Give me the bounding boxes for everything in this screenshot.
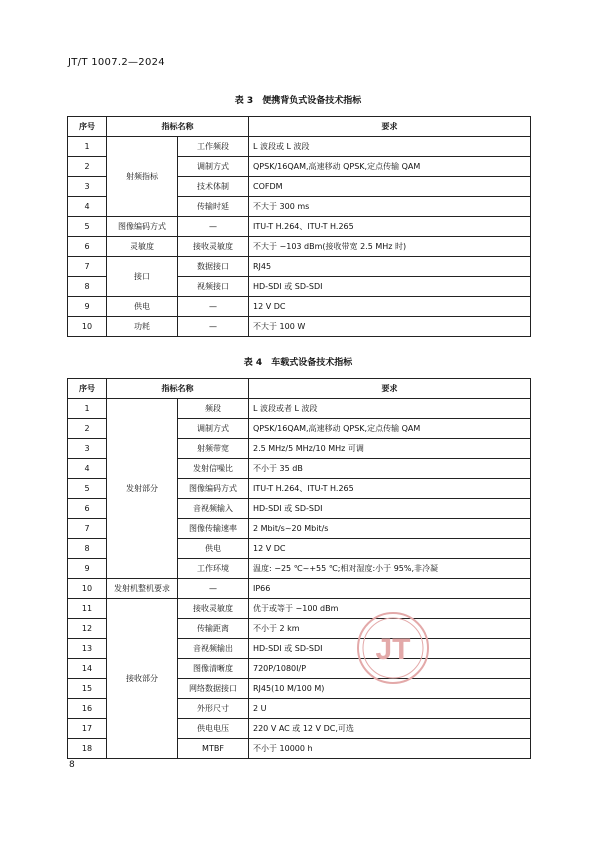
header-cell-index: 序号 [68,117,107,137]
page-number: 8 [69,760,75,770]
indicator-name-cell: 传输时延 [178,197,249,217]
indicator-name-cell: 调制方式 [178,157,249,177]
row-index-cell: 18 [68,739,107,759]
requirement-cell: 不小于 10000 h [249,739,531,759]
indicator-group-cell: 射频指标 [107,137,178,217]
requirement-cell: 不小于 35 dB [249,459,531,479]
row-index-cell: 6 [68,237,107,257]
indicator-name-cell: 供电电压 [178,719,249,739]
header-cell-indicator: 指标名称 [107,379,249,399]
header-cell-index: 序号 [68,379,107,399]
row-index-cell: 5 [68,217,107,237]
indicator-name-cell: MTBF [178,739,249,759]
requirement-cell: HD-SDI 或 SD-SDI [249,639,531,659]
requirement-cell: ITU-T H.264、ITU-T H.265 [249,217,531,237]
indicator-name-cell: 数据接口 [178,257,249,277]
table-3 [67,116,531,337]
table-row [68,237,531,257]
row-index-cell: 8 [68,539,107,559]
table-4-caption: 表 4 车载式设备技术指标 [243,358,353,368]
indicator-group-cell: 发射部分 [107,399,178,579]
table-row [68,317,531,337]
indicator-name-cell: 音视频输出 [178,639,249,659]
indicator-group-cell: 供电 [107,297,178,317]
document-standard-number: JT/T 1007.2—2024 [68,57,165,68]
indicator-name-cell: — [178,297,249,317]
row-index-cell: 10 [68,579,107,599]
header-cell-requirement: 要求 [249,117,531,137]
indicator-name-cell: 技术体制 [178,177,249,197]
table-header-row [68,379,531,399]
requirement-cell: 2 Mbit/s~20 Mbit/s [249,519,531,539]
requirement-cell: 12 V DC [249,297,531,317]
indicator-name-cell: 外形尺寸 [178,699,249,719]
table-row [68,599,531,619]
indicator-group-cell: 发射机整机要求 [107,579,178,599]
row-index-cell: 10 [68,317,107,337]
row-index-cell: 3 [68,439,107,459]
requirement-cell: 2.5 MHz/5 MHz/10 MHz 可调 [249,439,531,459]
table-3-caption: 表 3 便携背负式设备技术指标 [234,96,362,106]
row-index-cell: 9 [68,297,107,317]
indicator-name-cell: — [178,317,249,337]
indicator-group-cell: 接口 [107,257,178,297]
requirement-cell: IP66 [249,579,531,599]
indicator-name-cell: 接收灵敏度 [178,237,249,257]
indicator-name-cell: 图像清晰度 [178,659,249,679]
table-row [68,399,531,419]
indicator-group-cell: 功耗 [107,317,178,337]
row-index-cell: 2 [68,419,107,439]
requirement-cell: 不大于 300 ms [249,197,531,217]
row-index-cell: 4 [68,459,107,479]
row-index-cell: 3 [68,177,107,197]
indicator-name-cell: 传输距离 [178,619,249,639]
row-index-cell: 11 [68,599,107,619]
table-row [68,579,531,599]
table-header-row [68,117,531,137]
requirement-cell: COFDM [249,177,531,197]
row-index-cell: 14 [68,659,107,679]
requirement-cell: ITU-T H.264、ITU-T H.265 [249,479,531,499]
indicator-name-cell: 频段 [178,399,249,419]
requirement-cell: 12 V DC [249,539,531,559]
header-cell-requirement: 要求 [249,379,531,399]
row-index-cell: 6 [68,499,107,519]
indicator-name-cell: 图像编码方式 [178,479,249,499]
header-cell-indicator: 指标名称 [107,117,249,137]
requirement-cell: QPSK/16QAM,高速移动 QPSK,定点传输 QAM [249,157,531,177]
requirement-cell: 优于或等于 −100 dBm [249,599,531,619]
table-row [68,257,531,277]
requirement-cell: L 波段或 L 波段 [249,137,531,157]
requirement-cell: 220 V AC 或 12 V DC,可选 [249,719,531,739]
requirement-cell: HD-SDI 或 SD-SDI [249,277,531,297]
requirement-cell: 720P/1080I/P [249,659,531,679]
row-index-cell: 5 [68,479,107,499]
row-index-cell: 7 [68,519,107,539]
indicator-name-cell: 射频带宽 [178,439,249,459]
requirement-cell: QPSK/16QAM,高速移动 QPSK,定点传输 QAM [249,419,531,439]
requirement-cell: RJ45(10 M/100 M) [249,679,531,699]
indicator-name-cell: 音视频输入 [178,499,249,519]
row-index-cell: 12 [68,619,107,639]
table-row [68,137,531,157]
indicator-name-cell: 调制方式 [178,419,249,439]
row-index-cell: 15 [68,679,107,699]
row-index-cell: 8 [68,277,107,297]
row-index-cell: 1 [68,137,107,157]
requirement-cell: 不大于 100 W [249,317,531,337]
row-index-cell: 2 [68,157,107,177]
jt-logo-stamp [355,610,431,686]
row-index-cell: 9 [68,559,107,579]
requirement-cell: L 波段或者 L 波段 [249,399,531,419]
indicator-name-cell: 视频接口 [178,277,249,297]
indicator-name-cell: 网络数据接口 [178,679,249,699]
svg-text:JT: JT [375,633,411,666]
indicator-name-cell: — [178,217,249,237]
table-4 [67,378,531,759]
table-row [68,297,531,317]
row-index-cell: 7 [68,257,107,277]
indicator-name-cell: 图像传输速率 [178,519,249,539]
requirement-cell: HD-SDI 或 SD-SDI [249,499,531,519]
row-index-cell: 17 [68,719,107,739]
row-index-cell: 16 [68,699,107,719]
indicator-group-cell: 灵敏度 [107,237,178,257]
requirement-cell: RJ45 [249,257,531,277]
row-index-cell: 1 [68,399,107,419]
indicator-group-cell: 接收部分 [107,599,178,759]
row-index-cell: 13 [68,639,107,659]
requirement-cell: 不小于 2 km [249,619,531,639]
indicator-name-cell: 工作环境 [178,559,249,579]
table-row [68,217,531,237]
indicator-name-cell: 供电 [178,539,249,559]
row-index-cell: 4 [68,197,107,217]
indicator-name-cell: — [178,579,249,599]
requirement-cell: 温度: −25 ℃~+55 ℃;相对湿度:小于 95%,非冷凝 [249,559,531,579]
indicator-name-cell: 发射信噪比 [178,459,249,479]
requirement-cell: 不大于 −103 dBm(接收带宽 2.5 MHz 时) [249,237,531,257]
indicator-name-cell: 接收灵敏度 [178,599,249,619]
indicator-group-cell: 图像编码方式 [107,217,178,237]
requirement-cell: 2 U [249,699,531,719]
indicator-name-cell: 工作频段 [178,137,249,157]
